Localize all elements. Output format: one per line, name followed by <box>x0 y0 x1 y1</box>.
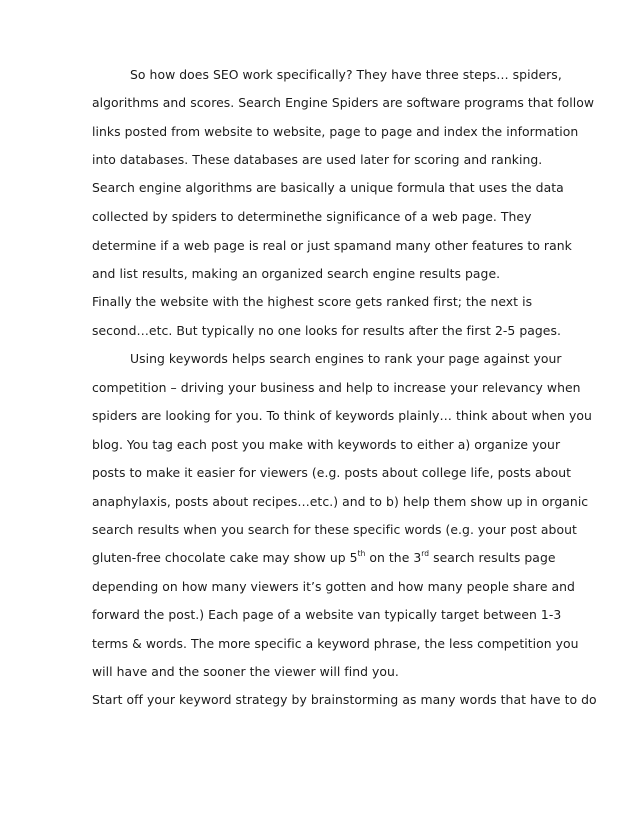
text-line-5: Search engine algorithms are basically a unique formula that uses the data <box>92 180 564 195</box>
text-line-17: search results when you search for these specific words (e.g. your post about <box>92 522 577 537</box>
text-line-16: anaphylaxis, posts about recipes…etc.) and to b) help them show up in organic <box>92 494 589 509</box>
text-line-15: posts to make it easier for viewers (e.g. posts about college life, posts about <box>92 465 572 480</box>
text-line-21: terms & words. The more specific a keyword phrase, the less competition you <box>92 636 579 651</box>
text-line-11: Using keywords helps search engines to rank your page against your <box>130 351 562 366</box>
text-line-18-part-b: on the 3 <box>365 550 422 565</box>
text-line-2: algorithms and scores. Search Engine Spiders are software programs that follow <box>92 95 595 110</box>
text-line-6: collected by spiders to determinethe significance of a web page. They <box>92 209 532 224</box>
text-line-3: links posted from website to website, page to page and index the information <box>92 124 579 139</box>
text-line-14: blog. You tag each post you make with keywords to either a) organize your <box>92 437 561 452</box>
text-line-22: will have and the sooner the viewer will find you. <box>92 664 399 679</box>
text-line-13: spiders are looking for you. To think of keywords plainly… think about when you <box>92 408 592 423</box>
text-line-9: Finally the website with the highest score gets ranked first; the next is <box>92 294 533 309</box>
text-line-18-part-c: search results page <box>429 550 556 565</box>
text-line-18-part-a: gluten-free chocolate cake may show up 5 <box>92 550 358 565</box>
text-line-7: determine if a web page is real or just spamand many other features to rank <box>92 238 572 253</box>
text-line-4: into databases. These databases are used later for scoring and ranking. <box>92 152 543 167</box>
text-line-8: and list results, making an organized search engine results page. <box>92 266 501 281</box>
text-line-10: second…etc. But typically no one looks for results after the first 2-5 pages. <box>92 323 561 338</box>
text-line-20: forward the post.) Each page of a website van typically target between 1-3 <box>92 607 562 622</box>
superscript-th: th <box>357 549 366 558</box>
text-line-1: So how does SEO work specifically? They have three steps… spiders, <box>130 67 562 82</box>
text-line-12: competition – driving your business and help to increase your relevancy when <box>92 380 581 395</box>
text-line-19: depending on how many viewers it’s gotten and how many people share and <box>92 579 575 594</box>
text-line-18 <box>92 550 556 565</box>
text-line-23: Start off your keyword strategy by brainstorming as many words that have to do <box>92 692 597 707</box>
superscript-rd: rd <box>421 549 430 558</box>
